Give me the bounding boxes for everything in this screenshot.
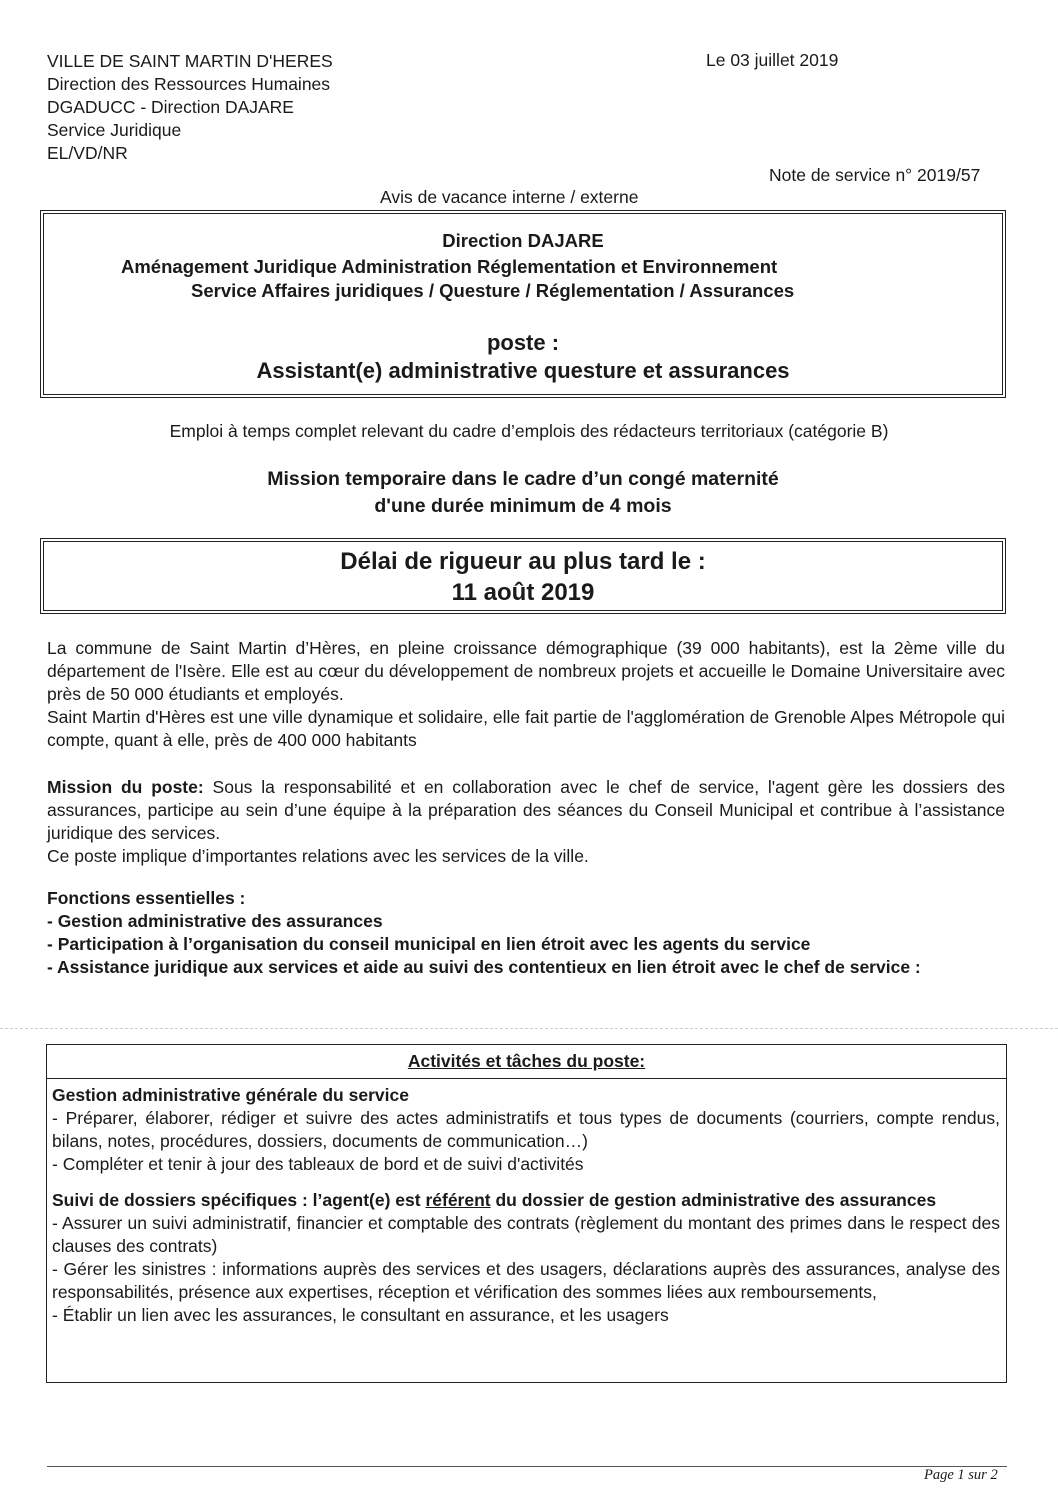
activities-section-title: Gestion administrative générale du service: [52, 1085, 409, 1105]
function-item: - Participation à l’organisation du conseil municipal en lien étroit avec les agents du service: [47, 934, 811, 954]
activity-item: - Assurer un suivi administratif, financier et comptable des contrats (règlement du montant des primes dans le respect des clauses des contrats): [52, 1213, 1000, 1256]
function-item: - Gestion administrative des assurances: [47, 911, 383, 931]
temporary-mission-line: Mission temporaire dans le cadre d’un congé maternité: [267, 468, 779, 490]
activities-title: Activités et tâches du poste:: [407, 1051, 646, 1071]
title-box: [40, 210, 1006, 398]
sender-line: VILLE DE SAINT MARTIN D'HERES: [47, 51, 333, 71]
note-number: Note de service n° 2019/57: [769, 165, 981, 185]
temporary-mission: [0, 466, 1046, 520]
poste-label: poste :: [486, 330, 560, 355]
activity-item: - Préparer, élaborer, rédiger et suivre des actes administratifs et tous types de documents (courriers, compte rendus, bilans, notes, procédures, dossiers, documents de communication…): [52, 1108, 1000, 1151]
sender-line: Direction des Ressources Humaines: [47, 74, 331, 94]
deadline-label: Délai de rigueur au plus tard le :: [340, 548, 706, 575]
deadline-date: 11 août 2019: [451, 579, 595, 606]
service-title: Service Affaires juridiques / Questure / Réglementation / Assurances: [191, 280, 795, 301]
employment-type: Emploi à temps complet relevant du cadre d’emplois des rédacteurs territoriaux (catégorie B): [169, 421, 889, 441]
sender-line: DGADUCC - Direction DAJARE: [47, 97, 294, 117]
mission-text: Sous la responsabilité et en collaboration avec le chef de service, l'agent gère les dossiers des assurances, participe au sein d’une équipe à la préparation des séances du Conseil Municipal et contribue à l’assistance juridique des services.: [47, 777, 1006, 843]
mission-paragraph: [47, 776, 1005, 845]
activities-section-title: [52, 1189, 1000, 1212]
mission-label: Mission du poste:: [47, 777, 204, 797]
sender-line: EL/VD/NR: [47, 143, 128, 163]
vacancy-notice-label: Avis de vacance interne / externe: [380, 187, 639, 207]
section-title-part: Suivi de dossiers spécifiques : l’agent(e) est: [52, 1190, 426, 1210]
intro-paragraph: La commune de Saint Martin d’Hères, en pleine croissance démographique (39 000 habitants), est la 2ème ville du département de l'Isère. Elle est au cœur du développement de nombreux projets et accueille le Domaine Universitaire avec près de 50 000 étudiants et employés.: [47, 638, 1005, 704]
section-title-part: du dossier de gestion administrative des assurances: [490, 1190, 937, 1210]
page-number: Page 1 sur 2: [924, 1467, 998, 1483]
poste-title: Assistant(e) administrative questure et assurances: [256, 358, 790, 383]
intro-paragraph: Saint Martin d'Hères est une ville dynamique et solidaire, elle fait partie de l'agglomération de Grenoble Alpes Métropole qui compte, quant à elle, près de 400 000 habitants: [47, 707, 1005, 750]
function-item: - Assistance juridique aux services et aide au suivi des contentieux en lien étroit avec le chef de service :: [47, 957, 921, 977]
activity-item: - Compléter et tenir à jour des tableaux de bord et de suivi d'activités: [52, 1154, 584, 1174]
activity-item: - Établir un lien avec les assurances, le consultant en assurance, et les usagers: [52, 1305, 669, 1325]
page-separator: [0, 1028, 1058, 1029]
functions-section: [47, 887, 1005, 979]
intro-section: [47, 637, 1005, 752]
footer-rule: [47, 1466, 1007, 1467]
mission-line: Ce poste implique d’importantes relations avec les services de la ville.: [47, 846, 589, 866]
temporary-mission-line: d'une durée minimum de 4 mois: [374, 495, 672, 517]
deadline-box: [40, 538, 1006, 614]
functions-title: Fonctions essentielles :: [47, 888, 246, 908]
section-title-underlined: référent: [425, 1190, 491, 1210]
document-date: Le 03 juillet 2019: [706, 50, 839, 70]
mission-section: [47, 776, 1005, 868]
direction-title: Direction DAJARE: [442, 230, 604, 251]
activities-header: [47, 1045, 1006, 1079]
activity-item: - Gérer les sinistres : informations auprès des services et des usagers, déclarations auprès des assurances, analyse des responsabilités, présence aux expertises, réception et vérification des sommes liées aux remboursements,: [52, 1259, 1000, 1302]
activities-body: [52, 1084, 1000, 1327]
direction-subtitle: Aménagement Juridique Administration Réglementation et Environnement: [121, 256, 778, 277]
activities-box: [46, 1044, 1007, 1383]
sender-block: [47, 50, 333, 165]
sender-line: Service Juridique: [47, 120, 182, 140]
